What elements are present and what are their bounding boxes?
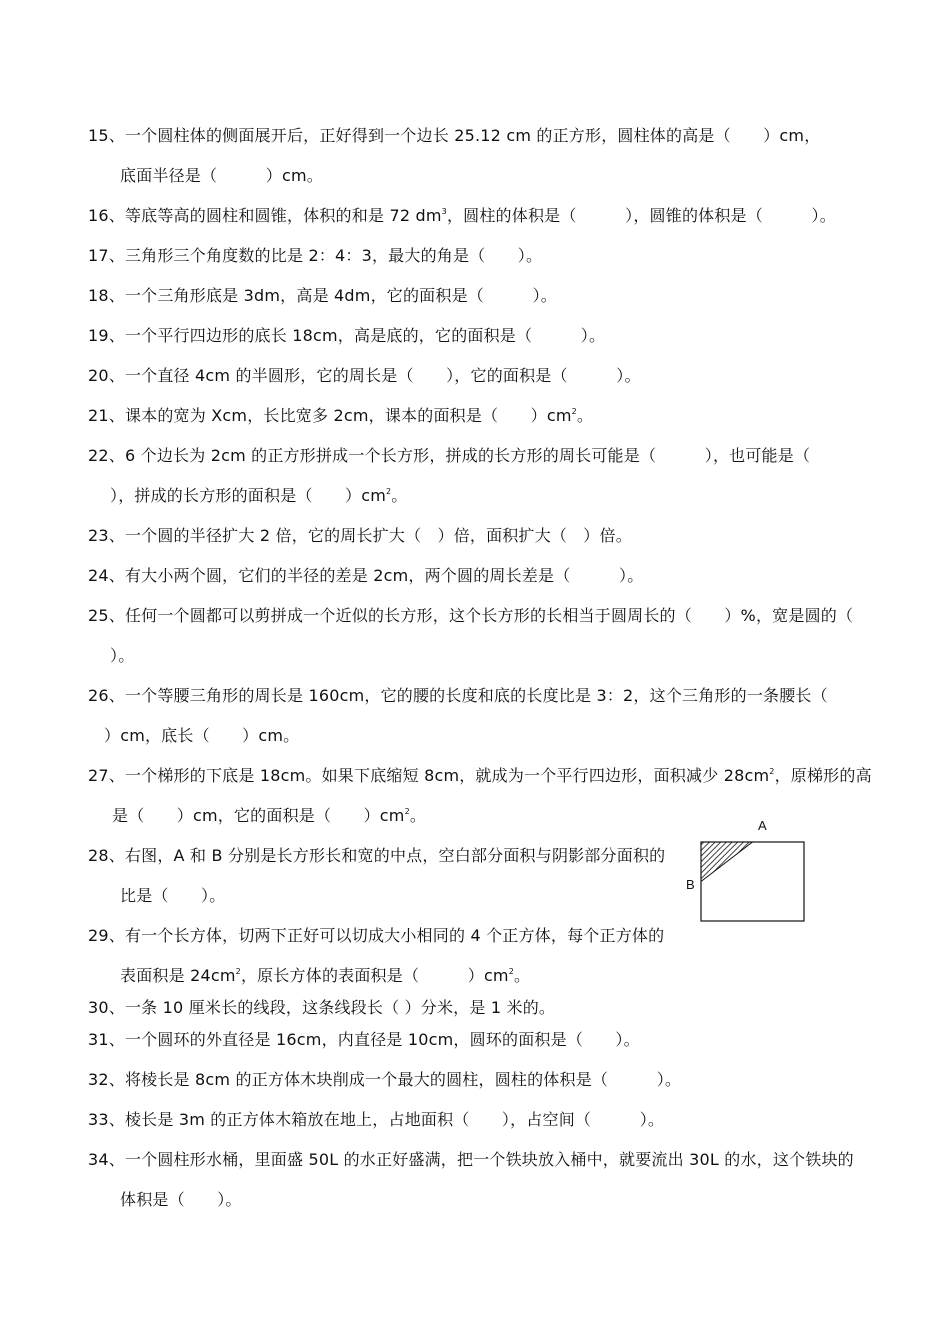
question-21: 21、课本的宽为 Xcm，长比宽多 2cm，课本的面积是（ ）$cm^2$。: [88, 406, 594, 425]
question-27-cont: 是（ ）cm，它的面积是（ ）$cm^2$。: [112, 806, 427, 825]
cube-superscript: 3: [441, 207, 447, 216]
question-25: 25、任何一个圆都可以剪拼成一个近似的长方形，这个长方形的长相当于圆周长的（ ）%，宽是圆的（: [88, 606, 854, 625]
question-27: 27、一个梯形的下底是 18cm。如果下底缩短 8cm，就成为一个平行四边形，面积减少 $28cm^2$，原梯形的高: [88, 766, 872, 785]
rectangle-diagram: [684, 816, 814, 926]
question-17: 17、三角形三个角度数的比是 2：4：3，最大的角是（ ）。: [88, 246, 543, 265]
question-29-cont: 表面积是 $24cm^2$，原长方体的表面积是（ ）$cm^2$。: [120, 966, 531, 985]
square-superscript: 2: [508, 967, 515, 976]
square-superscript: 2: [385, 487, 392, 496]
label-a: A: [758, 818, 767, 833]
question-22-cont: ），拼成的长方形的面积是（ ）$cm^2$。: [110, 486, 408, 505]
question-18: 18、一个三角形底是 3dm，高是 4dm，它的面积是（ ）。: [88, 286, 557, 305]
question-23: 23、一个圆的半径扩大 2 倍，它的周长扩大（ ）倍，面积扩大（ ）倍。: [88, 526, 632, 545]
square-superscript: 2: [404, 807, 410, 816]
question-34-cont: 体积是（ ）。: [120, 1190, 242, 1209]
question-32: 32、将棱长是 8cm 的正方体木块削成一个最大的圆柱，圆柱的体积是（ ）。: [88, 1070, 682, 1089]
label-b: B: [686, 877, 695, 892]
rectangle-figure: [684, 816, 814, 926]
question-25-cont: ）。: [110, 646, 135, 665]
question-30: 30、一条 10 厘米长的线段，这条线段长（ ）分米，是 1 米的。: [88, 998, 556, 1017]
square-superscript: 2: [571, 407, 577, 416]
question-28-cont: 比是（ ）。: [120, 886, 226, 905]
question-22: 22、6 个边长为 2cm 的正方形拼成一个长方形，拼成的长方形的周长可能是（ ），也可能是（: [88, 446, 811, 465]
question-15-cont: 底面半径是（ ）cm。: [120, 166, 323, 185]
question-33: 33、棱长是 3m 的正方体木箱放在地上，占地面积（ ），占空间（ ）。: [88, 1110, 665, 1129]
question-20: 20、一个直径 4cm 的半圆形，它的周长是（ ），它的面积是（ ）。: [88, 366, 641, 385]
square-superscript: 2: [769, 767, 775, 776]
question-15: 15、一个圆柱体的侧面展开后，正好得到一个边长 25.12 cm 的正方形，圆柱体的高是（ ）cm，: [88, 126, 821, 145]
question-31: 31、一个圆环的外直径是 16cm，内直径是 10cm，圆环的面积是（ ）。: [88, 1030, 640, 1049]
question-29: 29、有一个长方体，切两下正好可以切成大小相同的 4 个正方体，每个正方体的: [88, 926, 665, 945]
question-16: 16、等底等高的圆柱和圆锥，体积的和是 72 $dm^3$，圆柱的体积是（ ），圆锥的体积是（ ）。: [88, 206, 836, 225]
question-26-cont: ）cm，底长（ ）cm。: [104, 726, 300, 745]
question-19: 19、一个平行四边形的底长 18cm，高是底的，它的面积是（ ）。: [88, 326, 606, 345]
square-superscript: 2: [235, 967, 241, 976]
question-24: 24、有大小两个圆，它们的半径的差是 2cm，两个圆的周长差是（ ）。: [88, 566, 644, 585]
question-28: 28、右图，A 和 B 分别是长方形长和宽的中点，空白部分面积与阴影部分面积的: [88, 846, 666, 865]
question-26: 26、一个等腰三角形的周长是 160cm，它的腰的长度和底的长度比是 3：2，这个三角形的一条腰长（: [88, 686, 828, 705]
question-34: 34、一个圆柱形水桶，里面盛 50L 的水正好盛满，把一个铁块放入桶中，就要流出 30L 的水，这个铁块的: [88, 1150, 854, 1169]
shaded-triangle: [701, 842, 753, 882]
